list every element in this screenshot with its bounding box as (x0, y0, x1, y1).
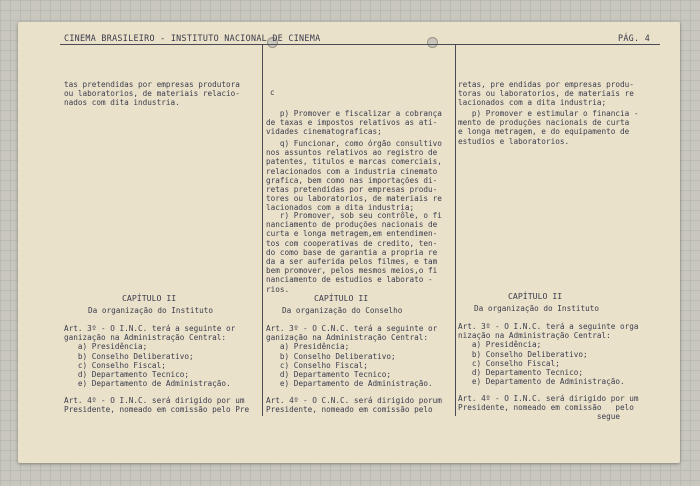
col1-chapter-subtitle: Da organização do Instituto (88, 306, 213, 315)
col2-item-p: p) Promover e fiscalizar a cobrança de taxas e impostos relativos as ati- vidades cinematograficas; (266, 109, 442, 137)
col3-chapter-title: CAPÍTULO II (508, 291, 563, 301)
col2-article-4: Art. 4º - O C.N.C. será dirigido porum Presidente, nomeado em comissão pelo (266, 396, 442, 415)
col3-item-p: p) Promover e estimular o financia - mento de produções nacionais de curta e longa metragem, e do equipamento de estudios e laboratorios. (458, 109, 639, 146)
col2-marker: c (270, 88, 275, 97)
col1-intro: tas pretendidas por empresas produtora ou laboratorios, de materiais relacio- nados com dita industria. (64, 80, 240, 108)
col1-chapter-title: CAPÍTULO II (122, 293, 177, 303)
col3-chapter-subtitle: Da organização do Instituto (474, 304, 599, 313)
col1-article-3: Art. 3º - O I.N.C. terá a seguinte or ganização na Administração Central: a) Presidência; b) Conselho Deliberativo; c) Conselho Fiscal; d) Departamento Tecnico; e) Departamento de Administração. (64, 324, 236, 389)
col2-item-q: q) Funcionar, como órgão consultivo nos assuntos relativos ao registro de patentes, titulos e marcas comerciais, relacionados com a industria cinemato grafica, bem como nas importações di- retas pretendidas por empresas produ- tores ou laboratorios, de materiais re lacionados com a dita industria; (266, 139, 442, 213)
header-rule (60, 44, 660, 45)
col3-article-3: Art. 3º - O I.N.C. terá a seguinte orga nização na Administração Central: a) Presidência; b) Conselho Deliberativo; c) Conselho Fiscal; d) Departamento Tecnico; e) Departamento de Administração. (458, 322, 639, 387)
col2-item-r: r) Promover, sob seu contrôle, o fi nanciamento de produções nacionais de curta e longa metragem,em entendimen- tos com cooperativas de credito, ten- do como base de garantia a propria re da a ser auferida pelos filmes, e tam bem promover, pelos mesmos meios,o fi nanciamento de estudios e laborato - rios. (266, 211, 442, 294)
column-divider-left (262, 44, 263, 416)
col2-article-3: Art. 3º - O C.N.C. terá a seguinte or ganização na Administração Central: a) Presidência; b) Conselho Deliberativo; c) Conselho Fiscal; d) Departamento Tecnico; e) Departamento de Administração. (266, 324, 438, 389)
col2-chapter-title: CAPÍTULO II (314, 293, 369, 303)
page-header-title: CINEMA BRASILEIRO - INSTITUTO NACIONAL DE CINEMA (64, 33, 321, 43)
page-number: PÁG. 4 (618, 33, 651, 43)
col3-article-4: Art. 4º - O I.N.C. será dirigido por um Presidente, nomeado em comissão pelo segue (458, 394, 639, 422)
column-divider-right (455, 44, 456, 416)
binder-hole-right (427, 37, 438, 48)
col1-article-4: Art. 4º - O I.N.C. será dirigido por um Presidente, nomeado em comissão pelo Pre (64, 396, 250, 415)
col2-chapter-subtitle: Da organização do Conselho (282, 306, 403, 315)
col3-intro: retas, pre endidas por empresas produ- toras ou laboratorios, de materiais re lacionados com a dita industria; (458, 80, 634, 108)
